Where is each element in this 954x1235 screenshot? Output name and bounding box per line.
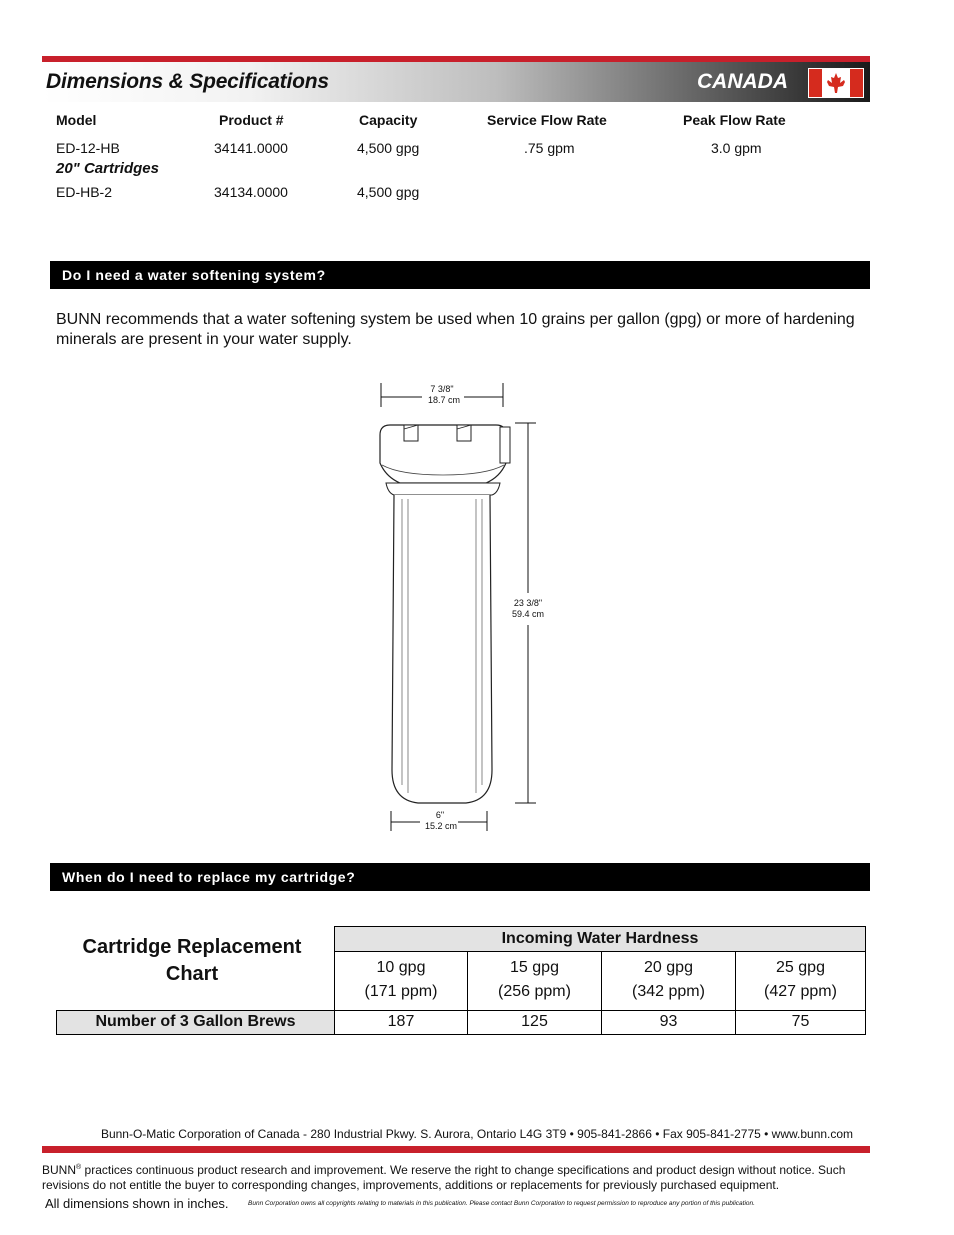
spec-model: ED-12-HB [56,140,120,156]
hardness-column [334,951,468,1011]
footer-accent-bar [42,1146,870,1153]
spec-service-flow: .75 gpm [524,140,575,156]
copyright-notice: Bunn Corporation owns all copyrights relating to materials in this publication. Please contact Bunn Corporation to request permission to reproduce any portion of this publication. [248,1200,755,1207]
height-inches: 23 3/8" [513,598,543,608]
hardness-gpg: 10 gpg [376,959,426,976]
canada-flag-icon [808,68,864,98]
column-header-service-flow: Service Flow Rate [487,112,607,128]
hardness-ppm: (427 ppm) [764,983,837,1000]
hardness-gpg: 20 gpg [644,959,693,976]
section-heading: When do I need to replace my cartridge? [62,869,356,885]
section-heading: Do I need a water softening system? [62,267,326,283]
column-header-product: Product # [219,112,284,128]
company-address: Bunn-O-Matic Corporation of Canada - 280 Industrial Pkwy. S. Aurora, Ontario L4G 3T9 • 905-841-2866 • Fax 905-841-2775 • www.bunn.com [100,1127,854,1141]
country-label: CANADA [697,70,788,93]
spec-capacity: 4,500 gpg [357,184,420,200]
registered-mark: ® [76,1164,82,1171]
spec-capacity: 4,500 gpg [357,140,420,156]
brews-value: 125 [467,1010,602,1035]
width-cm: 18.7 cm [427,395,461,405]
hardness-ppm: (342 ppm) [632,983,705,1000]
hardness-group-header: Incoming Water Hardness [334,926,866,952]
improvement-text: practices continuous product research and improvement. We reserve the right to change specifications and product design without notice. Such revisions do not entitle the buyer to corresponding changes, improvements, additions or replacements for previously purchased equipment. [42,1163,846,1192]
section-heading-bar [50,863,870,891]
product-improvement-note [42,1160,882,1193]
hardness-column [601,951,736,1011]
width-inches: 7 3/8" [430,384,454,394]
base-inches: 6" [435,810,445,820]
column-header-model: Model [56,112,97,128]
brews-row-label: Number of 3 Gallon Brews [56,1010,335,1035]
base-cm: 15.2 cm [424,821,458,831]
brand-name: BUNN [42,1163,77,1177]
hardness-gpg: 25 gpg [776,959,825,976]
height-cm: 59.4 cm [511,609,545,619]
spec-product: 34134.0000 [214,184,288,200]
page-title: Dimensions & Specifications [46,70,329,93]
brews-value: 187 [334,1010,468,1035]
brews-value: 75 [735,1010,866,1035]
brews-value: 93 [601,1010,736,1035]
hardness-column [467,951,602,1011]
cartridge-replacement-table [56,926,866,1036]
section-heading-bar [50,261,870,289]
filter-housing-diagram [360,375,560,840]
hardness-column [735,951,866,1011]
softening-recommendation: BUNN recommends that a water softening system be used when 10 grains per gallon (gpg) or more of hardening minerals are present in your water supply. [56,311,855,348]
column-header-capacity: Capacity [359,112,418,128]
cartridges-subheading: 20" Cartridges [56,160,159,177]
hardness-ppm: (256 ppm) [498,983,571,1000]
spec-product: 34141.0000 [214,140,288,156]
spec-peak-flow: 3.0 gpm [711,140,762,156]
dimensions-note: All dimensions shown in inches. [45,1196,229,1211]
hardness-gpg: 15 gpg [510,959,559,976]
spec-model: ED-HB-2 [56,184,113,200]
column-header-peak-flow: Peak Flow Rate [683,112,786,128]
chart-title: Cartridge Replacement Chart [82,936,302,985]
hardness-ppm: (171 ppm) [364,983,438,1000]
